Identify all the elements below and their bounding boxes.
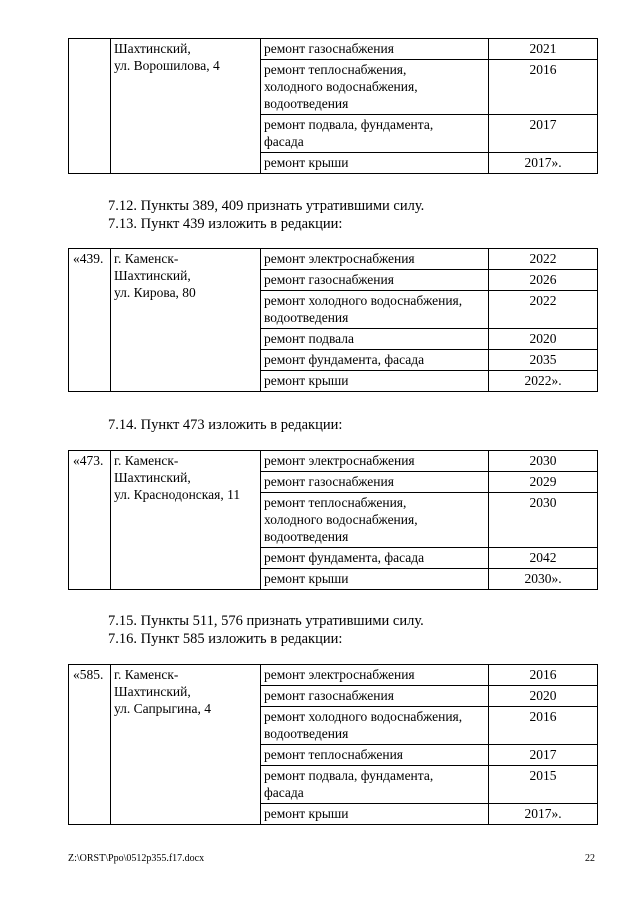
year-cell: 2020: [489, 329, 598, 350]
address-cell: г. Каменск- Шахтинский, ул. Сапрыгина, 4: [111, 665, 261, 825]
year-cell: 2020: [489, 686, 598, 707]
year-cell: 2029: [489, 472, 598, 493]
work-type-cell: ремонт теплоснабжения, холодного водоснабжения, водоотведения: [261, 493, 489, 548]
year-cell: 2017».: [489, 804, 598, 825]
work-type-cell: ремонт теплоснабжения, холодного водоснабжения, водоотведения: [261, 60, 489, 115]
address-cell: Шахтинский, ул. Ворошилова, 4: [111, 39, 261, 174]
work-type-cell: ремонт фундамента, фасада: [261, 350, 489, 371]
year-cell: 2021: [489, 39, 598, 60]
year-cell: 2026: [489, 270, 598, 291]
paragraph-7-12: 7.12. Пункты 389, 409 признать утратившими силу.: [108, 198, 425, 214]
work-type-cell: ремонт крыши: [261, 371, 489, 392]
year-cell: 2016: [489, 707, 598, 745]
year-cell: 2030: [489, 451, 598, 472]
table-row: [69, 665, 598, 686]
work-type-cell: ремонт газоснабжения: [261, 472, 489, 493]
year-cell: 2022».: [489, 371, 598, 392]
year-cell: 2035: [489, 350, 598, 371]
work-type-cell: ремонт теплоснабжения: [261, 745, 489, 766]
work-type-cell: ремонт крыши: [261, 153, 489, 174]
table-item-473: [68, 450, 598, 590]
work-type-cell: ремонт газоснабжения: [261, 686, 489, 707]
work-type-cell: ремонт подвала, фундамента, фасада: [261, 766, 489, 804]
work-type-cell: ремонт холодного водоснабжения, водоотведения: [261, 291, 489, 329]
year-cell: 2042: [489, 548, 598, 569]
table-row: [69, 249, 598, 270]
work-type-cell: ремонт подвала: [261, 329, 489, 350]
year-cell: 2022: [489, 291, 598, 329]
year-cell: 2017: [489, 745, 598, 766]
table-shakhtinsky-voroshilova: [68, 38, 598, 174]
paragraph-7-14: 7.14. Пункт 473 изложить в редакции:: [108, 417, 343, 433]
item-number-cell: «473.: [69, 451, 111, 590]
address-cell: г. Каменск- Шахтинский, ул. Кирова, 80: [111, 249, 261, 392]
table-item-439: [68, 248, 598, 392]
year-cell: 2022: [489, 249, 598, 270]
work-type-cell: ремонт крыши: [261, 804, 489, 825]
work-type-cell: ремонт фундамента, фасада: [261, 548, 489, 569]
year-cell: 2016: [489, 60, 598, 115]
work-type-cell: ремонт газоснабжения: [261, 39, 489, 60]
item-number-cell: «585.: [69, 665, 111, 825]
work-type-cell: ремонт холодного водоснабжения, водоотведения: [261, 707, 489, 745]
item-number-cell: [69, 39, 111, 174]
table-row: [69, 39, 598, 60]
paragraph-7-15: 7.15. Пункты 511, 576 признать утратившими силу.: [108, 613, 424, 629]
work-type-cell: ремонт электроснабжения: [261, 249, 489, 270]
year-cell: 2030».: [489, 569, 598, 590]
work-type-cell: ремонт газоснабжения: [261, 270, 489, 291]
work-type-cell: ремонт подвала, фундамента, фасада: [261, 115, 489, 153]
address-cell: г. Каменск- Шахтинский, ул. Краснодонская, 11: [111, 451, 261, 590]
work-type-cell: ремонт электроснабжения: [261, 665, 489, 686]
paragraph-7-13: 7.13. Пункт 439 изложить в редакции:: [108, 216, 343, 232]
table-item-585: [68, 664, 598, 825]
year-cell: 2015: [489, 766, 598, 804]
table-row: [69, 451, 598, 472]
year-cell: 2016: [489, 665, 598, 686]
footer-page-number: 22: [585, 853, 595, 864]
year-cell: 2030: [489, 493, 598, 548]
work-type-cell: ремонт крыши: [261, 569, 489, 590]
paragraph-7-16: 7.16. Пункт 585 изложить в редакции:: [108, 631, 343, 647]
year-cell: 2017».: [489, 153, 598, 174]
footer-file-path: Z:\ORST\Ppo\0512p355.f17.docx: [68, 853, 205, 864]
item-number-cell: «439.: [69, 249, 111, 392]
work-type-cell: ремонт электроснабжения: [261, 451, 489, 472]
year-cell: 2017: [489, 115, 598, 153]
